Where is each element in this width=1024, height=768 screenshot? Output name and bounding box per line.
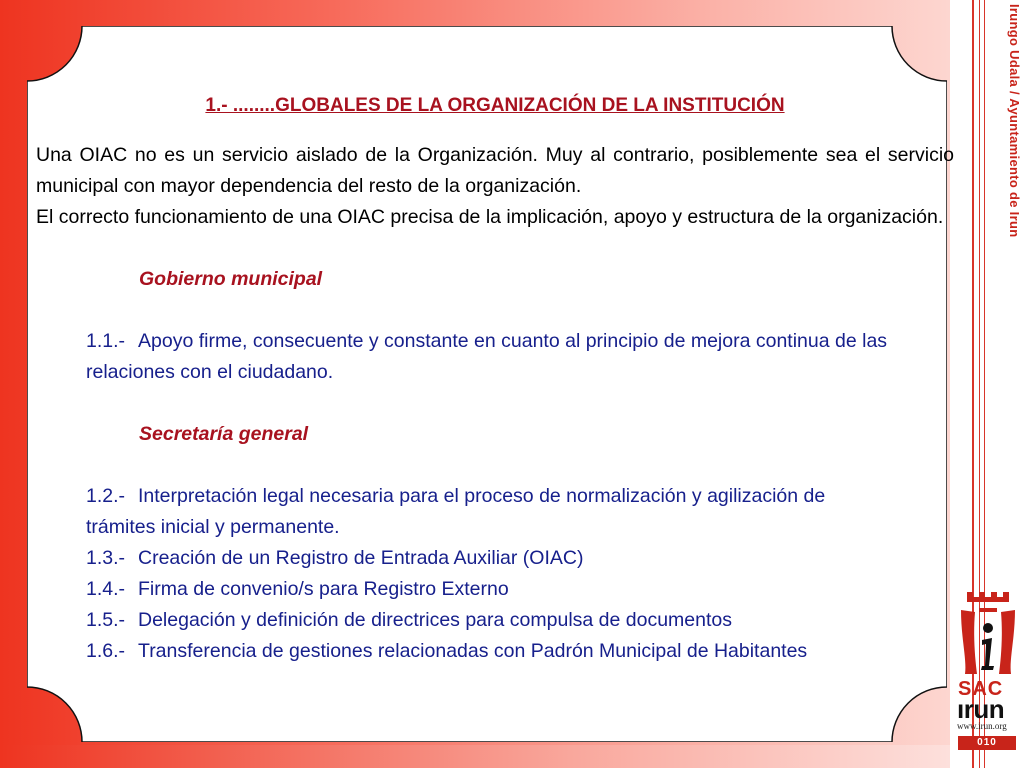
item-text: Apoyo firme, consecuente y constante en cuanto al principio de mejora continua de las <box>138 330 888 352</box>
item-text: Interpretación legal necesaria para el proceso de normalización y agilización de <box>138 485 826 507</box>
list-item <box>86 326 954 357</box>
item-number: 1.5.- <box>86 609 126 631</box>
intro-paragraph: Una OIAC no es un servicio aislado de la Organización. Muy al contrario, posiblemente sea el servicio municipal con mayor dependencia del resto de la organización. <box>36 144 954 197</box>
sac-irun-logo <box>955 588 1021 758</box>
item-text-continuation: trámites inicial y permanente. <box>86 516 340 538</box>
phone-badge: 010 <box>958 736 1016 750</box>
list-item <box>86 636 954 667</box>
item-text-continuation: relaciones con el ciudadano. <box>86 361 334 383</box>
list-item <box>86 481 954 512</box>
sac-wordmark: SAC <box>958 678 1004 700</box>
bottom-band <box>0 745 950 768</box>
slide-content <box>36 92 954 667</box>
list-item <box>86 574 954 605</box>
vertical-org-name: Irungo Udala / Ayuntamiento de Irun <box>1007 4 1022 238</box>
website-link[interactable]: www.irun.org <box>957 721 1007 731</box>
item-number: 1.3.- <box>86 547 126 569</box>
castle-emblem-icon <box>955 588 1021 680</box>
section-items <box>36 326 954 388</box>
irun-wordmark: ırun <box>957 694 1005 724</box>
slide-heading: 1.- ........GLOBALES DE LA ORGANIZACIÓN DE LA INSTITUCIÓN <box>205 95 785 116</box>
item-number: 1.6.- <box>86 640 126 662</box>
item-number: 1.1.- <box>86 330 126 352</box>
item-text: Transferencia de gestiones relacionadas con Padrón Municipal de Habitantes <box>138 640 808 662</box>
item-text: Firma de convenio/s para Registro Externo <box>138 578 509 600</box>
list-item <box>86 605 954 636</box>
item-text: Delegación y definición de directrices para compulsa de documentos <box>138 609 732 631</box>
item-number: 1.2.- <box>86 485 126 507</box>
item-text: Creación de un Registro de Entrada Auxiliar (OIAC) <box>138 547 584 569</box>
intro-paragraph: El correcto funcionamiento de una OIAC precisa de la implicación, apoyo y estructura de la organización. <box>36 206 944 228</box>
section-items <box>36 481 954 667</box>
list-item <box>86 543 954 574</box>
item-number: 1.4.- <box>86 578 126 600</box>
section-title: Secretaría general <box>139 423 309 445</box>
section-title: Gobierno municipal <box>139 268 323 290</box>
